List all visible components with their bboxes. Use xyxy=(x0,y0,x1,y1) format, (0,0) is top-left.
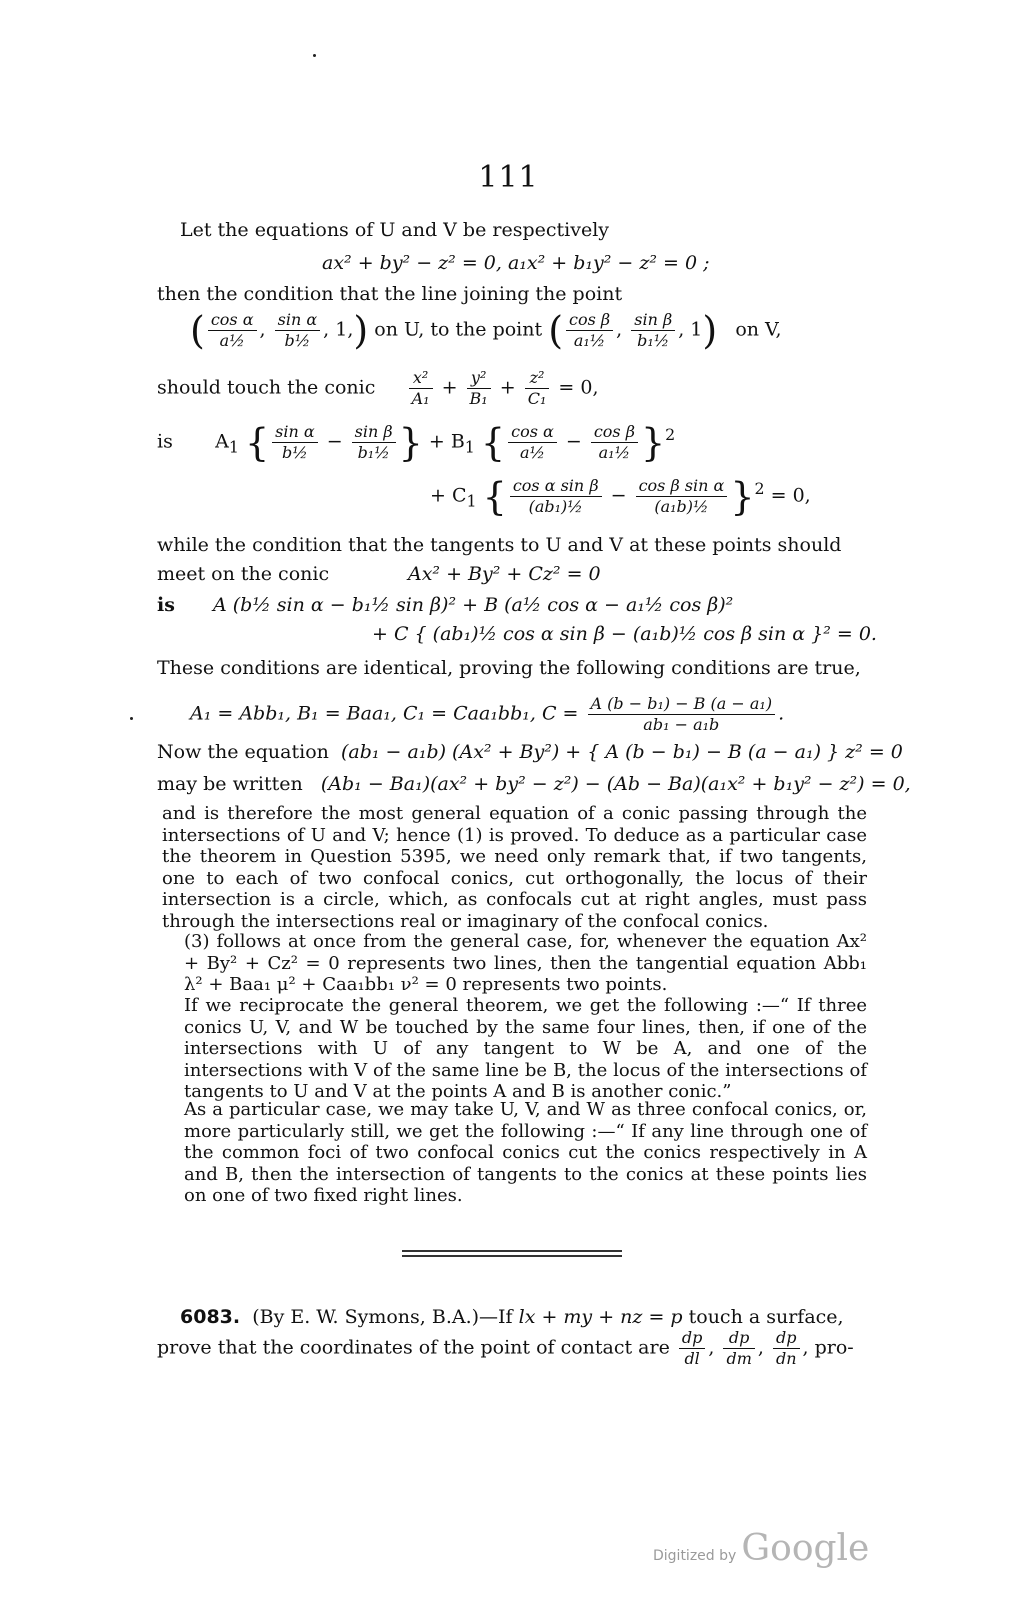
text-line: while the condition that the tangents to U and V at these points should xyxy=(157,534,842,556)
question-header: 6083. (By E. W. Symons, B.A.)—If lx + my + nz = p touch a surface, xyxy=(180,1306,844,1328)
equation-line: is $A_1$ { $\frac{\text{sin α}}{\text{b½}}$ − $\frac{\text{sin β}}{\text{b₁½}}$ } + $B_1$ { $\frac{\text{cos α}}{\text{a½}}$ − $\frac{\text{cos β}}{\text{a₁½}}$ }$^2$ xyxy=(157,420,676,465)
equation: A (b½ sin α − b₁½ sin β)² + B (a½ cos α − a₁½ cos β)² xyxy=(213,594,734,616)
paragraph: As a particular case, we may take U, V, and W as three confocal conics, or, more particularly still, we get the following :—“ If any line through one of the common foci of two confocal conics cut the conics respectively in A and B, then the intersection of tangents to the conics at these points lies on one of two fixed right lines. xyxy=(184,1099,867,1207)
equation-line: + $C_1$ { $\frac{\text{cos α sin β}}{\text{(ab₁)½}}$ − $\frac{\text{cos β sin α}}{\text{(a₁b)½}}$ }$^2$ = 0, xyxy=(430,474,811,519)
equation: Ax² + By² + Cz² = 0 xyxy=(408,563,601,585)
paragraph: and is therefore the most general equation of a conic passing through the intersections of U and V; hence (1) is proved. To deduce as a particular case the theorem in Question 5395, we need only remark that, if two tangents, one to each of two confocal conics, cut orthogonally, the locus of their intersection is a circle, which, as confocals cut at right angles, must pass through the intersections real or imaginary of the confocal conics. xyxy=(162,803,867,932)
equation: + C { (ab₁)½ cos α sin β − (a₁b)½ cos β sin α }² = 0. xyxy=(372,623,877,645)
paragraph: (3) follows at once from the general case, for, whenever the equation Ax² + By² + Cz² = 0 represents two lines, then the tangential equation Abb₁ λ² + Baa₁ μ² + Caa₁bb₁ ν² = 0 represents two points. xyxy=(184,931,867,996)
equation: ax² + by² − z² = 0, a₁x² + b₁y² − z² = 0 ; xyxy=(322,252,710,274)
equation-line: may be written (Ab₁ − Ba₁)(ax² + by² − z²) − (Ab − Ba)(a₁x² + b₁y² − z²) = 0, xyxy=(157,773,911,795)
speck xyxy=(130,717,133,720)
question-line: prove that the coordinates of the point of contact are $\frac{dp}{dl}$ , $\frac{dp}{dm}$ , $\frac{dp}{dn}$ , pro- xyxy=(157,1328,854,1368)
equation-line: ( $\frac{\text{cos α}}{\text{a½}}$ , $\frac{\text{sin α}}{\text{b½}}$ , 1,) on U, to the point ( $\frac{\text{cos β}}{\text{a₁½}}$ , $\frac{\text{sin β}}{\text{b₁½}}$ , 1) on V, xyxy=(190,308,782,353)
watermark-logo: Google xyxy=(741,1528,870,1569)
separator-rule xyxy=(402,1255,622,1257)
separator-rule xyxy=(402,1250,622,1252)
watermark-prefix: Digitized by xyxy=(653,1548,737,1564)
text-line: then the condition that the line joining the point xyxy=(157,283,623,305)
speck xyxy=(313,54,316,57)
text-line: is xyxy=(157,594,175,616)
page-number: 111 xyxy=(478,160,539,195)
watermark xyxy=(653,1528,869,1569)
equation-line: should touch the conic $\frac{\text{x²}}{\text{A₁}}$ + $\frac{\text{y²}}{\text{B₁}}$ + $\frac{\text{z²}}{\text{C₁}}$ = 0, xyxy=(157,368,599,408)
text-line: Let the equations of U and V be respectively xyxy=(180,219,610,241)
equation-line: A₁ = Abb₁, B₁ = Baa₁, C₁ = Caa₁bb₁, C = $\frac{\text{A (b − b₁) − B (a − a₁)}}{\text{ab₁ − a₁b}}$ . xyxy=(190,694,785,734)
paragraph: If we reciprocate the general theorem, we get the following :—“ If three conics U, V, and W be touched by the same four lines, then, if one of the intersections with U of any tangent to W be A, and one of the intersections with V of the same line be B, the locus of the intersections of tangents to U and V at the points A and B is another conic.” xyxy=(184,995,867,1103)
text-line: These conditions are identical, proving the following conditions are true, xyxy=(157,657,861,679)
text-line: meet on the conic xyxy=(157,563,330,585)
equation-line: Now the equation (ab₁ − a₁b) (Ax² + By²) + { A (b − b₁) − B (a − a₁) } z² = 0 xyxy=(157,741,903,763)
